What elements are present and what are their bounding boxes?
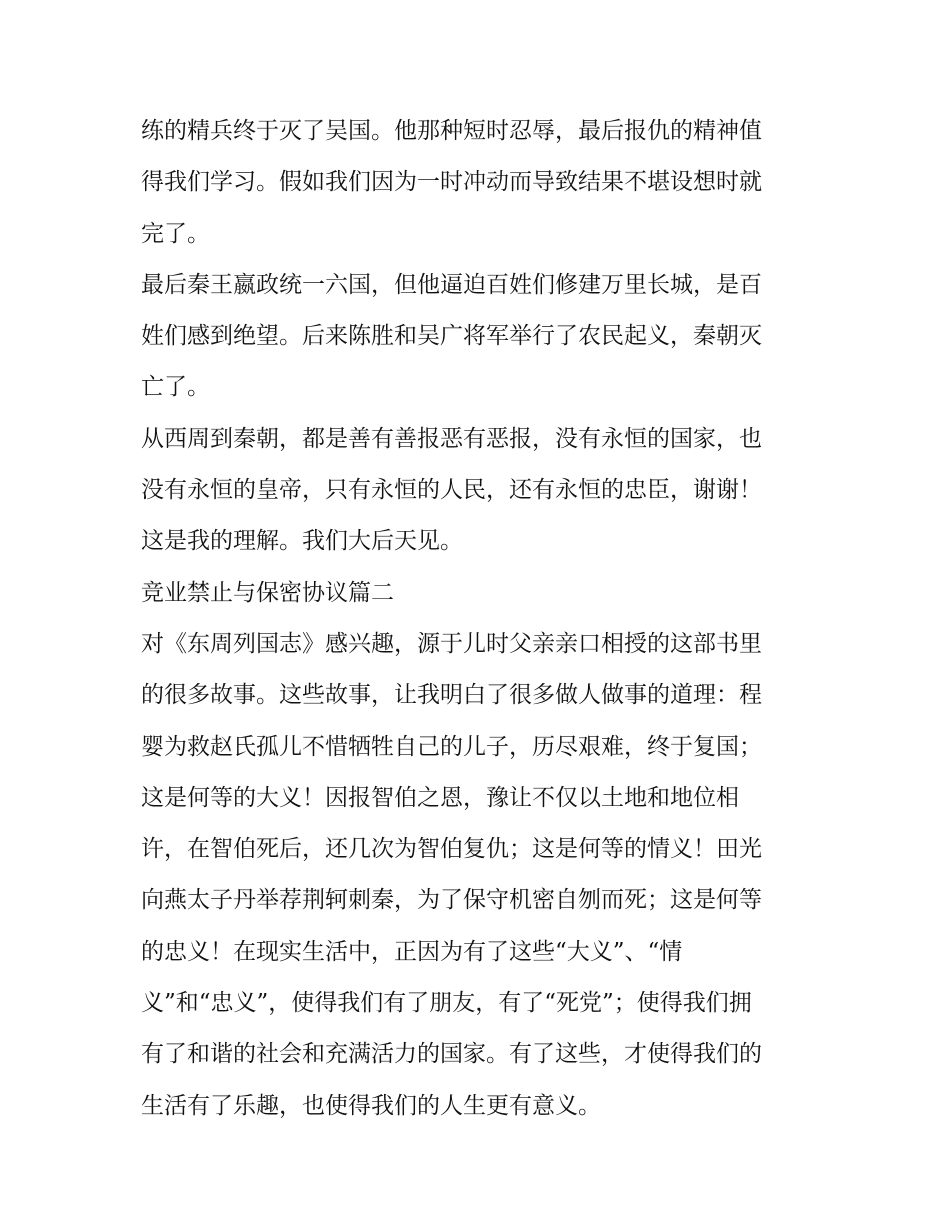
text-line: 的忠义！在现实生活中，正因为有了这些“大义”、“情 — [141, 938, 683, 965]
text-line: 义”和“忠义”，使得我们有了朋友，有了“死党”；使得我们拥 — [141, 990, 752, 1017]
text-line: 许，在智伯死后，还几次为智伯复仇；这是何等的情义！田光 — [141, 836, 762, 863]
text-line: 最后秦王嬴政统一六国，但他逼迫百姓们修建万里长城，是百 — [141, 271, 762, 298]
text-line: 没有永恒的皇帝，只有永恒的人民，还有永恒的忠臣，谢谢！ — [141, 477, 762, 504]
text-line: 向燕太子丹举荐荆轲刺秦，为了保守机密自刎而死；这是何等 — [141, 887, 762, 914]
text-line: 得我们学习。假如我们因为一时冲动而导致结果不堪设想时就 — [141, 169, 762, 196]
text-line: 的很多故事。这些故事，让我明白了很多做人做事的道理：程 — [141, 682, 762, 709]
text-line: 完了。 — [141, 220, 210, 247]
text-line: 姓们感到绝望。后来陈胜和吴广将军举行了农民起义，秦朝灭 — [141, 323, 762, 350]
text-line: 对《东周列国志》感兴趣，源于儿时父亲亲口相授的这部书里 — [141, 630, 762, 657]
text-line: 有了和谐的社会和充满活力的国家。有了这些，才使得我们的 — [141, 1041, 762, 1068]
text-line: 练的精兵终于灭了吴国。他那种短时忍辱，最后报仇的精神值 — [141, 118, 762, 144]
text-line: 这是何等的大义！因报智伯之恩，豫让不仅以土地和地位相 — [141, 784, 739, 811]
text-line: 生活有了乐趣，也使得我们的人生更有意义。 — [141, 1092, 601, 1119]
section-heading: 竞业禁止与保密协议篇二 — [141, 579, 394, 606]
text-line: 从西周到秦朝，都是善有善报恶有恶报，没有永恒的国家，也 — [141, 425, 762, 452]
text-line: 亡了。 — [141, 374, 210, 401]
text-line: 婴为救赵氏孤儿不惜牺牲自己的儿子，历尽艰难，终于复国； — [141, 733, 762, 760]
text-line: 这是我的理解。我们大后天见。 — [141, 528, 463, 555]
document-body — [141, 106, 813, 1132]
